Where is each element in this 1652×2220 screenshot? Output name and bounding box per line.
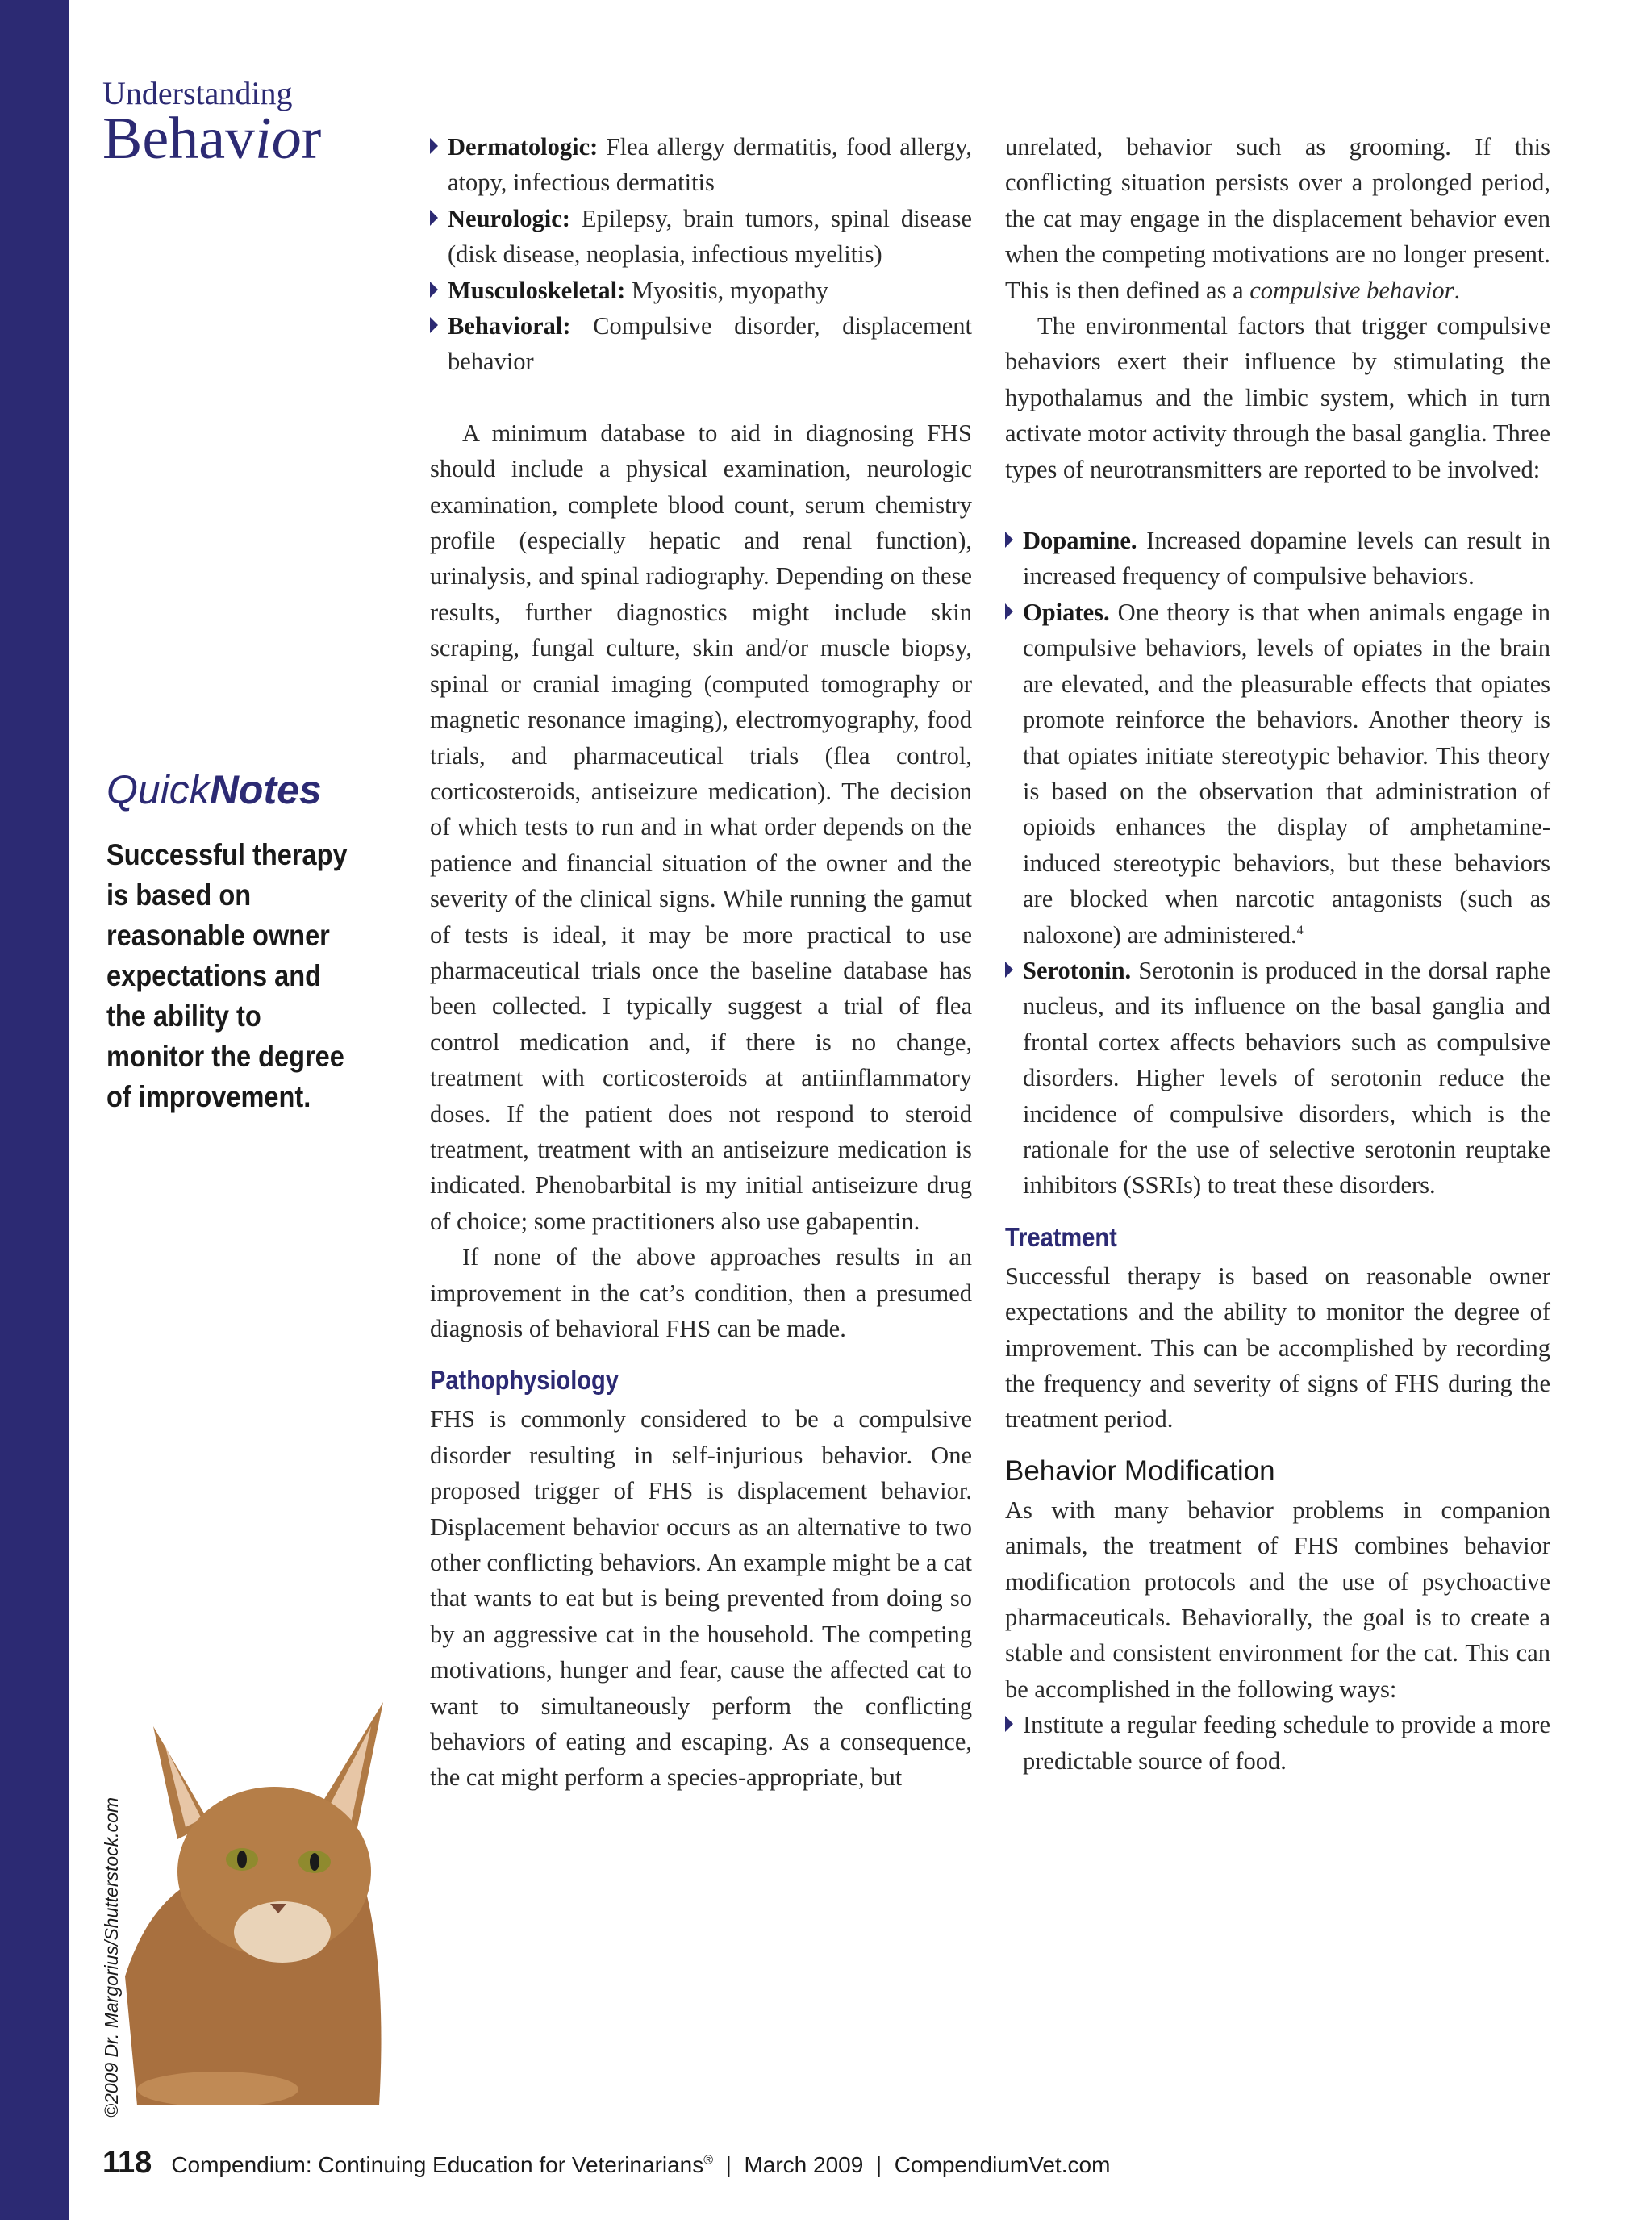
cat-photo	[121, 1702, 399, 2105]
paragraph-treatment: Successful therapy is based on reasonable owner expectations and the ability to monitor the degree of improvement. This can be accomplished by recording the frequency and severity of signs of FHS during the treatment period.	[1005, 1262, 1550, 1433]
list-item: Institute a regular feeding schedule to provide a more predictable source of food.	[1005, 1707, 1550, 1779]
quicknotes-body: Successful therapy is based on reasonable owner expectations and the ability to monitor the degree of improvement.	[106, 838, 348, 1113]
page-number: 118	[102, 2146, 152, 2180]
list-item: Dopamine. Increased dopamine levels can result in increased frequency of compulsive behaviors.	[1005, 523, 1550, 595]
paragraph-pathophysiology: FHS is commonly considered to be a compulsive disorder resulting in self-injurious behavior. One proposed trigger of FHS is displacement behavior. Displacement behavior occurs as an alternative to two other conflicting behaviors. An example might be a cat that wants to eat but is being prevented from doing so by an aggressive cat in the household. The competing motivations, hunger and fear, cause the affected cat to want to simultaneously perform the conflicting behaviors of eating and escaping. As a consequence, the cat might perform a species-appropriate, but	[430, 1405, 972, 1792]
heading-treatment: Treatment	[1005, 1221, 1117, 1252]
page-footer: 118 Compendium: Continuing Education for Veterinarians® | March 2009 | CompendiumVet.com	[102, 2146, 1111, 2180]
quicknotes-title: QuickNotes	[106, 767, 322, 812]
list-item: Behavioral: Compulsive disorder, displacement behavior	[430, 308, 972, 380]
list-item: Opiates. One theory is that when animals engage in compulsive behaviors, levels of opiates in the brain are elevated, and the pleasurable effects that opiates promote reinforce the behaviors. Another theory is that opiates initiate stereotypic behavior. This theory is based on the observation that administration of opioids enhances the display of amphetamine-induced stereotypic behaviors, but these behaviors are blocked when narcotic antagonists (such as naloxone) are administered.$^4$	[1005, 595, 1550, 953]
photo-credit: ©2009 Dr. Margorius/Shutterstock.com	[101, 1796, 122, 2118]
list-item: Dermatologic: Flea allergy dermatitis, food allergy, atopy, infectious dermatitis	[430, 129, 972, 201]
paragraph-behavior-modification: As with many behavior problems in companion animals, the treatment of FHS combines behavior modification protocols and the use of psychoactive pharmaceuticals. Behaviorally, the goal is to create a stable and consistent environment for the cat. This can be accomplished in the following ways:	[1005, 1496, 1550, 1703]
left-color-band	[0, 0, 69, 2220]
list-item: Serotonin. Serotonin is produced in the dorsal raphe nucleus, and its influence on the basal ganglia and frontal cortex affects behaviors such as compulsive disorders. Higher levels of serotonin reduce the incidence of compulsive disorders, which is the rationale for the use of selective serotonin reuptake inhibitors (SSRIs) to treat these disorders.	[1005, 953, 1550, 1204]
paragraph-environmental: The environmental factors that trigger compulsive behaviors exert their influence by stimulating the hypothalamus and the limbic system, which in turn activate motor activity through the basal ganglia. Three types of neurotransmitters are reported to be involved:	[1005, 312, 1550, 483]
section-header-small: Understanding	[102, 75, 293, 111]
paragraph-presumed-diagnosis: If none of the above approaches results in an improvement in the cat’s condition, then a presumed diagnosis of behavioral FHS can be made.	[430, 1243, 972, 1342]
paragraph-diagnosis: A minimum database to aid in diagnosing FHS should include a physical examination, neurologic examination, complete blood count, serum chemistry profile (especially hepatic and renal function), urinalysis, and spinal radiography. Depending on these results, further diagnostics might include skin scraping, fungal culture, skin and/or muscle biopsy, spinal or cranial imaging (computed tomography or magnetic resonance imaging), electromyography, food trials, and pharmaceutical trials (flea control, corticosteroids, antiseizure medication). The decision of which tests to run and in what order depends on the patience and financial situation of the owner and the severity of the clinical signs. While running the gamut of tests is ideal, it may be more practical to use pharmaceutical trials once the baseline database has been collected. I typically suggest a trial of flea control medication and, if there is no change, treatment with corticosteroids at antiinflammatory doses. If the patient does not respond to steroid treatment, treatment with an antiseizure medication is indicated. Phenobarbital is my initial antiseizure drug of choice; some practitioners also use gabapentin.	[430, 419, 972, 1235]
column-right	[1005, 129, 1550, 1779]
section-header-big: Behavior	[102, 106, 322, 172]
list-item: Musculoskeletal: Myositis, myopathy	[430, 273, 972, 308]
heading-pathophysiology: Pathophysiology	[430, 1365, 619, 1396]
list-item: Neurologic: Epilepsy, brain tumors, spinal disease (disk disease, neoplasia, infectious myelitis)	[430, 201, 972, 273]
paragraph-compulsive: unrelated, behavior such as grooming. If this conflicting situation persists over a prolonged period, the cat may engage in the displacement behavior even when the competing motivations are no longer present. This is then defined as a compulsive behavior.	[1005, 133, 1550, 304]
heading-behavior-modification: Behavior Modification	[1005, 1454, 1275, 1487]
column-left	[430, 129, 972, 1796]
